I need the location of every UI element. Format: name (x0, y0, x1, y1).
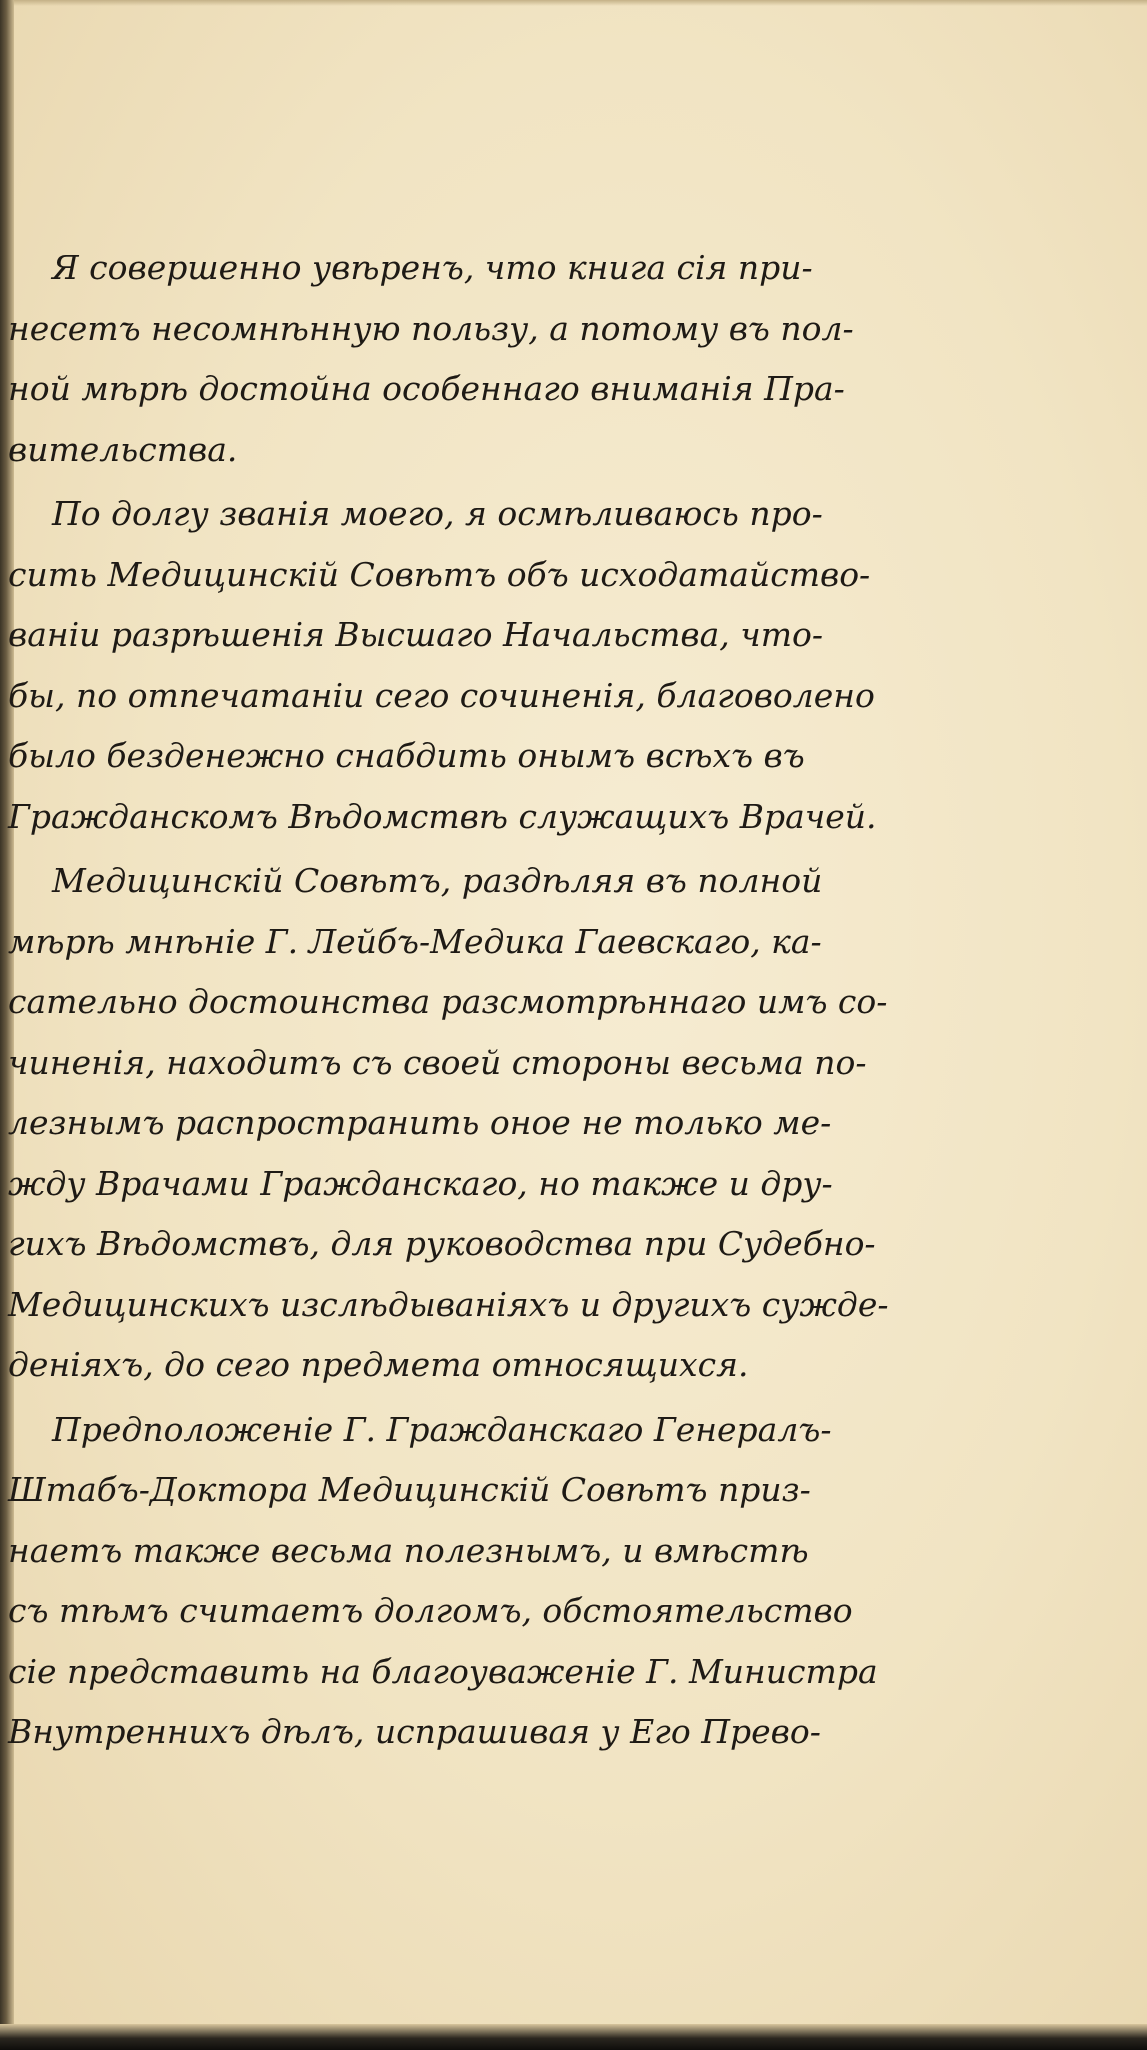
text-line: Предположеніе Г. Гражданскаго Генералъ- (52, 1409, 832, 1449)
text-line: вительства. (8, 429, 238, 469)
text-line: чиненія, находитъ съ своей стороны весьма по- (8, 1042, 867, 1082)
body-text (0, 238, 900, 1763)
text-line: было безденежно снабдить онымъ всѣхъ въ (8, 736, 805, 775)
text-line: жду Врачами Гражданскаго, но также и дру- (8, 1163, 833, 1203)
text-line: Медицинскій Совѣтъ, раздѣляя въ полной (52, 861, 823, 900)
text-line: По долгу званія моего, я осмѣливаюсь про- (52, 494, 823, 533)
text-line: сательно достоинства разсмотрѣннаго имъ со- (8, 982, 888, 1021)
text-line: ной мѣрѣ достойна особеннаго вниманія Пра- (8, 369, 845, 408)
text-line: гихъ Вѣдомствъ, для руководства при Судебно- (8, 1224, 876, 1263)
text-line: ваніи разрѣшенія Высшаго Начальства, что- (8, 615, 824, 654)
page-top-shadow (0, 0, 1147, 6)
text-line: Штабъ-Доктора Медицинскій Совѣтъ приз- (8, 1470, 811, 1509)
text-line: несетъ несомнѣнную пользу, а потому въ пол- (8, 308, 854, 348)
text-line: сить Медицинскій Совѣтъ объ исходатайство- (8, 554, 871, 594)
text-line: Я совершенно увѣренъ, что книга сія при- (52, 248, 813, 287)
text-line: мѣрѣ мнѣніе Г. Лейбъ-Медика Гаевскаго, ка- (8, 921, 822, 961)
text-line: Гражданскомъ Вѣдомствѣ служащихъ Врачей. (8, 796, 877, 836)
text-line: Внутреннихъ дѣлъ, испрашивая у Его Прево- (8, 1712, 821, 1751)
text-line: наетъ также весьма полезнымъ, и вмѣстѣ (8, 1530, 809, 1570)
text-line: бы, по отпечатаніи сего сочиненія, благоволено (8, 675, 875, 715)
text-line: сіе представить на благоуваженіе Г. Министра (8, 1651, 878, 1691)
text-line: Медицинскихъ изслѣдываніяхъ и другихъ сужде- (8, 1284, 889, 1324)
text-line: лезнымъ распространить оное не только ме- (8, 1103, 832, 1142)
page-bottom-shadow (0, 2024, 1147, 2050)
text-line: деніяхъ, до сего предмета относящихся. (8, 1345, 749, 1384)
text-line: съ тѣмъ считаетъ долгомъ, обстоятельство (8, 1591, 853, 1630)
